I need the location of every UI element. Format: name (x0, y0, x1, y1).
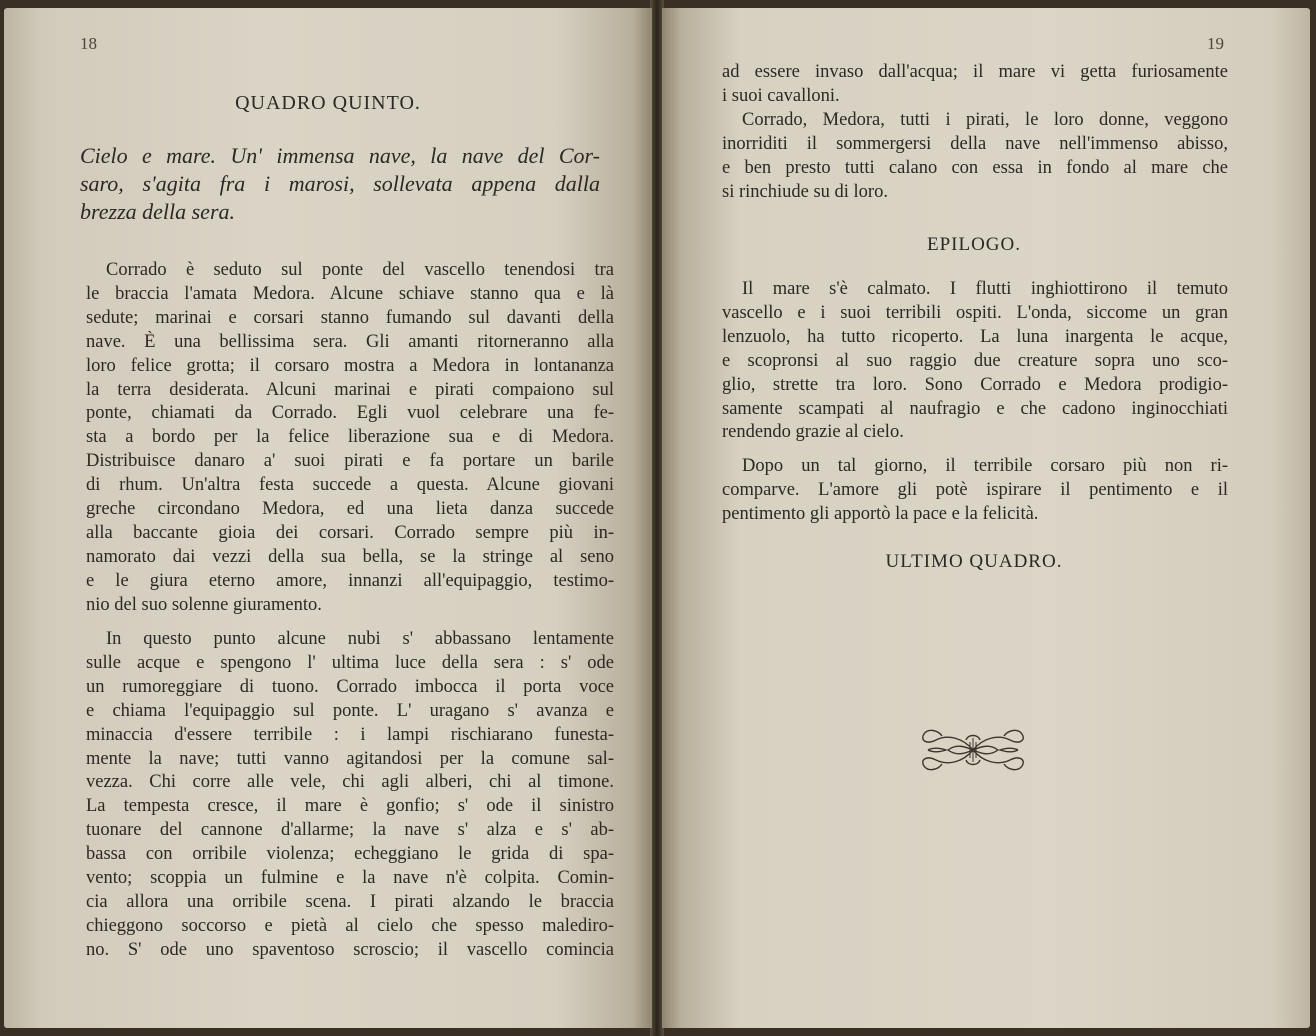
text-line: pentimento gli apportò la pace e la felicità. (722, 503, 1039, 524)
text-line: nio del suo solenne giuramento. (86, 594, 322, 615)
text-line: chieggono soccorso e pietà al cielo che spesso malediro- (86, 915, 614, 936)
text-line: un rumoreggiare di tuono. Corrado imbocca il porta voce (86, 676, 614, 697)
text-line: e le giura eterno amore, innanzi all'equipaggio, testimo- (86, 570, 614, 591)
left-page (4, 8, 652, 1028)
paragraph-tempesta (86, 628, 614, 963)
text-line: Distribuisce danaro a' suoi pirati e fa portare un barile (86, 451, 614, 472)
stage-direction (80, 142, 600, 226)
text-line: mente la nave; tutti vanno agitandosi per la comune sal- (86, 748, 614, 769)
text-line: e ben presto tutti calano con essa in fondo al mare che (722, 157, 1228, 178)
text-line: Dopo un tal giorno, il terribile corsaro più non ri- (742, 456, 1228, 476)
text-line: nave. È una bellissima sera. Gli amanti ritorneranno alla (86, 331, 614, 352)
heading-epilogo: EPILOGO. (926, 234, 1022, 255)
text-line: samente scampati al naufragio e che cadono inginocchiati (722, 398, 1228, 419)
text-line: greche circondano Medora, ed una lieta danza succede (86, 499, 614, 520)
text-line: no. S' ode uno spaventoso scroscio; il vascello comincia (86, 939, 614, 960)
text-line: loro felice grotta; il corsaro mostra a Medora in lontananza (86, 355, 614, 376)
paragraph-pentimento (722, 455, 1228, 527)
paragraph-corrado-seduto (86, 259, 614, 618)
text-line: i suoi cavalloni. (722, 85, 840, 106)
right-page-number: 19 (1207, 34, 1224, 53)
text-line: vezza. Chi corre alle vele, chi agli alberi, chi al timone. (86, 772, 614, 793)
text-line: sta a bordo per la felice liberazione sua e di Medora. (86, 427, 614, 448)
text-line: tuonare del cannone d'allarme; la nave s' alza e s' ab- (86, 820, 614, 841)
text-line: brezza della sera. (80, 199, 236, 224)
text-line: e chiama l'equipaggio sul ponte. L' uragano s' avanza e (86, 700, 614, 721)
text-line: vento; scoppia un fulmine e la nave n'è colpita. Comin- (86, 868, 614, 889)
text-line: comparve. L'amore gli potè ispirare il pentimento e il (722, 479, 1228, 500)
text-line: alla baccante gioia dei corsari. Corrado sempre più in- (86, 522, 614, 543)
text-line: vascello e i suoi terribili ospiti. L'onda, siccome un gran (722, 302, 1228, 323)
left-page-number: 18 (80, 34, 97, 53)
text-line: glio, strette tra loro. Sono Corrado e Medora prodigio- (722, 374, 1228, 395)
text-line: si rinchiude su di loro. (722, 181, 888, 202)
text-line: sedute; marinai e corsari stanno fumando sul davanti della (86, 307, 614, 328)
text-line: In questo punto alcune nubi s' abbassano lentamente (106, 629, 614, 649)
text-line: la terra desiderata. Alcuni marinai e pirati compaiono sul (86, 379, 614, 400)
text-line: di rhum. Un'altra festa succede a questa. Alcune giovani (86, 475, 614, 496)
text-line: namorato dai vezzi della sua bella, se la stringe al seno (86, 546, 614, 567)
heading-ultimo-quadro: ULTIMO QUADRO. (885, 551, 1063, 572)
floral-ornament-icon (908, 720, 1038, 780)
text-line: Corrado, Medora, tutti i pirati, le loro donne, veggono (742, 109, 1228, 130)
text-line: e scopronsi al suo raggio due creature sopra uno sco- (722, 350, 1228, 371)
text-line: saro, s'agita fra i marosi, sollevata appena dalla (80, 171, 600, 196)
paragraph-naufragio (722, 61, 1228, 204)
text-line: La tempesta cresce, il mare è gonfio; s' ode il sinistro (86, 796, 614, 817)
text-line: cia allora una orribile scena. I pirati alzando le braccia (86, 891, 614, 912)
text-line: lenzuolo, ha tutto ricoperto. La luna inargenta le acque, (722, 326, 1228, 347)
right-page (662, 8, 1310, 1028)
text-line: rendendo grazie al cielo. (722, 422, 904, 443)
text-line: minaccia d'essere terribile : i lampi rischiarano funesta- (86, 724, 614, 745)
text-line: le braccia l'amata Medora. Alcune schiave stanno qua e là (86, 283, 614, 304)
text-line: Cielo e mare. Un' immensa nave, la nave del Cor- (80, 143, 600, 168)
paragraph-epilogo (722, 278, 1228, 445)
text-line: Corrado è seduto sul ponte del vascello tenendosi tra (106, 260, 614, 280)
text-line: ponte, chiamati da Corrado. Egli vuol celebrare una fe- (86, 403, 614, 424)
text-line: Il mare s'è calmato. I flutti inghiottirono il temuto (742, 279, 1228, 299)
text-line: ad essere invaso dall'acqua; il mare vi getta furiosamente (722, 62, 1228, 82)
text-line: sulle acque e spengono l' ultima luce della sera : s' ode (86, 652, 614, 673)
heading-quadro-quinto: QUADRO QUINTO. (235, 92, 421, 114)
text-line: bassa con orribile violenza; echeggiano le grida di spa- (86, 844, 614, 865)
text-line: inorriditi il sommergersi della nave nell'immenso abisso, (722, 133, 1228, 154)
